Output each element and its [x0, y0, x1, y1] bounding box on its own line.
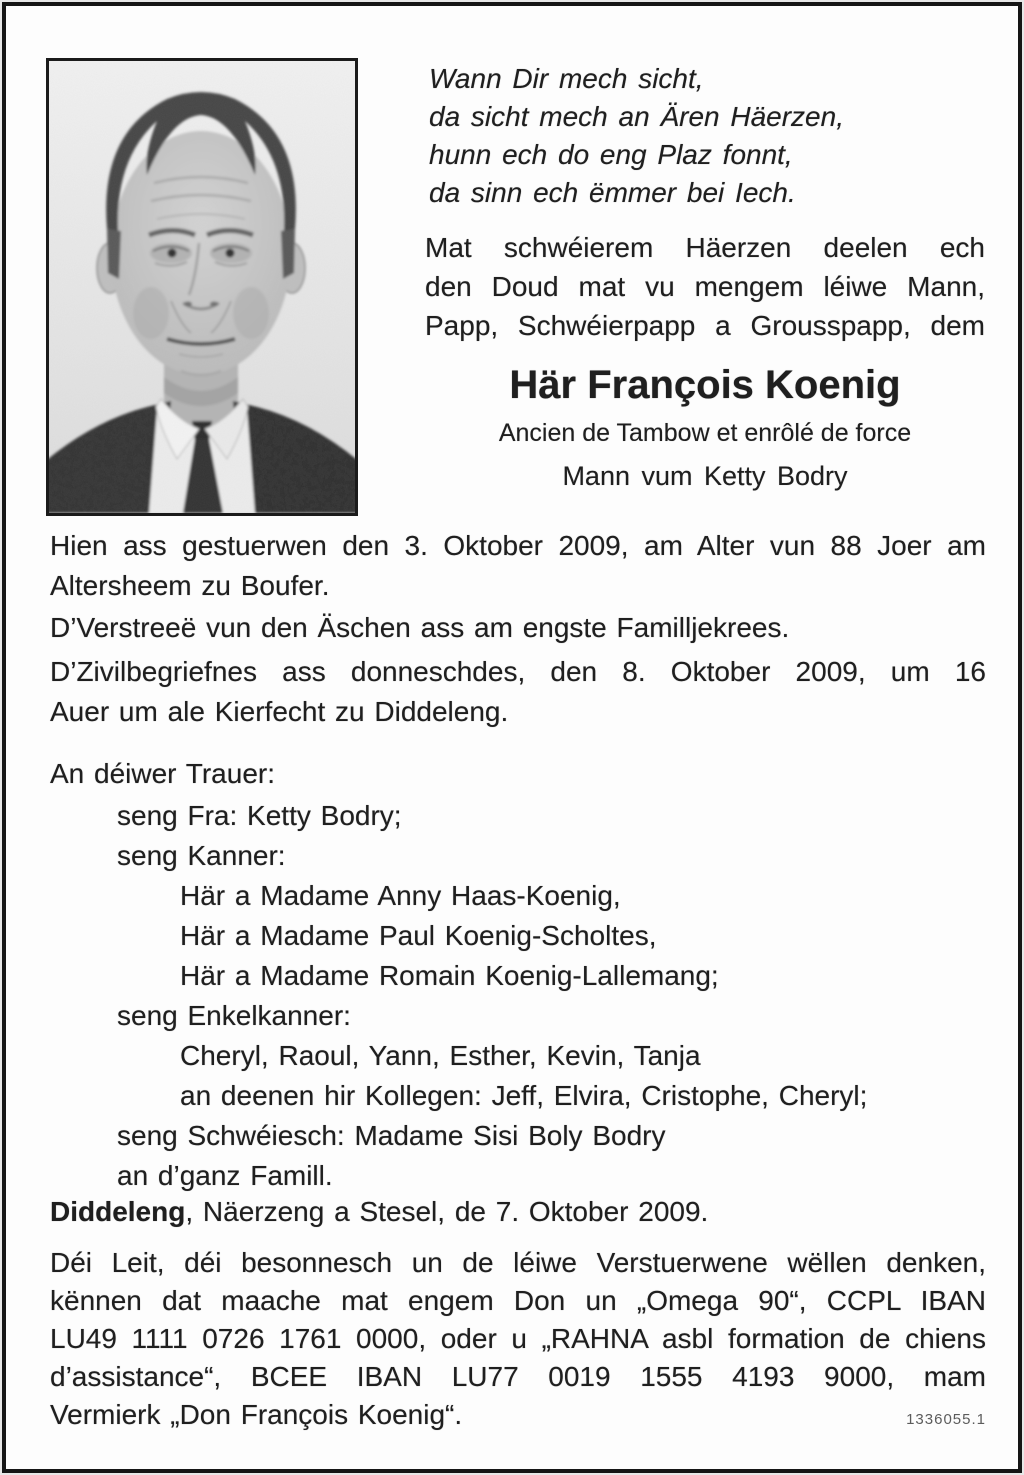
donation-line: Déi Leit, déi besonnesch un de léiwe Verstuerwene wëllen denken, — [50, 1247, 986, 1278]
mourning-item: seng Enkelkanner: — [117, 1000, 351, 1031]
funeral-details-line: D’Zivilbegriefnes ass donneschdes, den 8. Oktober 2009, um 16 — [50, 656, 986, 687]
funeral-details-line: Auer um ale Kierfecht zu Diddeleng. — [50, 696, 509, 727]
death-announcement — [50, 526, 986, 606]
mourning-item: Här a Madame Romain Koenig-Lallemang; — [180, 960, 719, 991]
intro-paragraph — [425, 228, 985, 345]
closing-place: Diddeleng — [50, 1196, 186, 1227]
deceased-relation: Mann vum Ketty Bodry — [562, 461, 848, 491]
death-notice-page — [2, 2, 1022, 1473]
memorial-poem-line: da sinn ech ëmmer bei Iech. — [429, 177, 796, 208]
deceased-subtitle: Ancien de Tambow et enrôlé de force — [498, 419, 912, 447]
mourning-item: an deenen hir Kollegen: Jeff, Elvira, Cristophe, Cheryl; — [180, 1080, 868, 1111]
donation-line: LU49 1111 0726 1761 0000, oder u „RAHNA asbl formation de chiens — [50, 1323, 986, 1354]
portrait-illustration — [49, 61, 355, 513]
memorial-poem-line: da sicht mech an Ären Häerzen, — [429, 101, 844, 132]
donation-line: Vermierk „Don François Koenig“. — [50, 1399, 463, 1430]
closing-date: , Näerzeng a Stesel, de 7. Oktober 2009. — [185, 1196, 709, 1227]
death-announcement-line: Altersheem zu Boufer. — [50, 570, 330, 601]
mourning-item: Här a Madame Anny Haas-Koenig, — [180, 880, 621, 911]
deceased-name-block — [421, 362, 989, 492]
mourning-item: Cheryl, Raoul, Yann, Esther, Kevin, Tanja — [180, 1040, 701, 1071]
ashes-note: D’Verstreeë vun den Äschen ass am engste Familljekrees. — [50, 612, 790, 643]
memorial-poem-line: Wann Dir mech sicht, — [429, 63, 704, 94]
mourning-list — [50, 796, 986, 1196]
donation-paragraph — [50, 1244, 986, 1439]
mourning-heading: An déiwer Trauer: — [50, 758, 275, 789]
intro-line: Mat schwéierem Häerzen deelen ech — [425, 232, 985, 263]
mourning-item: seng Kanner: — [117, 840, 286, 871]
deceased-name: Här François Koenig — [509, 363, 901, 407]
intro-line: Papp, Schwéierpapp a Grousspapp, dem — [425, 310, 985, 341]
reference-number: 1336055.1 — [906, 1411, 986, 1428]
death-announcement-line: Hien ass gestuerwen den 3. Oktober 2009, am Alter vun 88 Joer am — [50, 530, 986, 561]
donation-line: d’assistance“, BCEE IBAN LU77 0019 1555 4193 9000, mam — [50, 1361, 986, 1392]
donation-line: kënnen dat maache mat engem Don un „Omega 90“, CCPL IBAN — [50, 1285, 986, 1316]
mourning-item: seng Schwéiesch: Madame Sisi Boly Bodry — [117, 1120, 666, 1151]
mourning-item: Här a Madame Paul Koenig-Scholtes, — [180, 920, 657, 951]
funeral-details — [50, 652, 986, 732]
intro-line: den Doud mat vu mengem léiwe Mann, — [425, 271, 985, 302]
mourning-item: an d’ganz Famill. — [117, 1160, 333, 1191]
closing-dateline — [50, 1192, 986, 1232]
memorial-poem — [429, 60, 989, 212]
mourning-item: seng Fra: Ketty Bodry; — [117, 800, 402, 831]
memorial-poem-line: hunn ech do eng Plaz fonnt, — [429, 139, 793, 170]
portrait-photo — [46, 58, 358, 516]
